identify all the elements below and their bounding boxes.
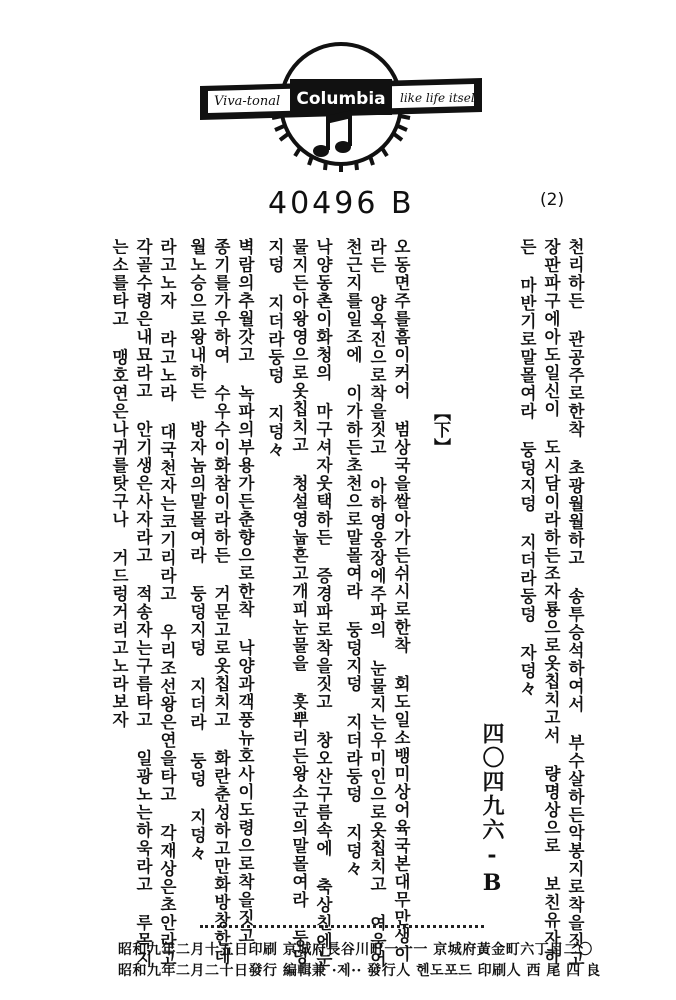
lyric-line: 라든 양옥진으로착을짓고 아하영웅장에주파의 눈물지는우미인으로옷칩치고 여웅어 bbox=[367, 238, 387, 968]
lyric-line: 장판파구에아도일신이 도시담이라하든조자룡으로옷칩치고서 량명상으로 보친유자하 bbox=[541, 238, 561, 966]
svg-text:Viva-tonal: Viva-tonal bbox=[214, 94, 281, 109]
lyric-line: 낙양동촌이화청의 마구셔자웃택하든 증경파로착을짓고 창오산구름속에 축상친에눈 bbox=[313, 238, 333, 968]
lyric-line: 오동면주를흠이커어 범상국을쌀아가든쉬시로한착 회도일소뱅미상어육국본대무만생이 bbox=[391, 238, 411, 963]
colophon-line: 昭和九年二月十五日印刷 京城府長谷川町一一一 京城府黃金町六丁目二〇 bbox=[118, 942, 593, 958]
divider bbox=[200, 925, 484, 928]
lyric-line: 월노승으로왕내하든 방자놈의말몰여라 둥덩지덩 지더라 둥덩 지덩々 bbox=[187, 238, 207, 863]
lyric-line: 지덩 지더라둥덩 지덩々 bbox=[265, 238, 285, 459]
lyric-line: 종기를가우하여 수우수이화참이라하든 거문고로옷칩치고 화란춘성하고만화방창한데 bbox=[211, 238, 231, 966]
lyric-line: 라고노자 라고노라 대국천자는코기리라고 우리조선왕은연을타고 각재상은초안라고 bbox=[157, 238, 177, 968]
side-number: (2) bbox=[540, 190, 565, 210]
lyric-line: 각골수령은내묘라고 안기생은사자라고 적송자는구름타고 일광노는하욱라고 루목지 bbox=[133, 238, 153, 968]
vertical-catalog-number: 四〇四九六-B bbox=[479, 722, 505, 898]
lyric-line: 벽람의추월갓고 녹파의부용가든춘향으로한착 낙양과객풍뉴호사이도령으로착을짓고 bbox=[235, 238, 255, 945]
catalog-number: 40496 B bbox=[268, 186, 415, 221]
columbia-logo bbox=[196, 22, 486, 172]
lyric-line: 천근지를일조에 이가하든초천으로말몰여라 둥덩지덩 지더라둥덩 지덩々 bbox=[343, 238, 363, 878]
svg-text:like life itself: like life itself bbox=[400, 91, 480, 105]
lyric-line: 천리하든 관공주로한착 초광월월하고 송투승석하여서 부수살하든악봉지로착을짓고 bbox=[565, 238, 585, 968]
lyric-line: 든 마반기로말몰여라 둥덩지덩 지더라둥덩 자덩々 bbox=[517, 238, 537, 698]
colophon-line: 昭和九年二月二十日發行 編輯兼 ·제·· 發行人 헨도포드 印刷人 西 尾 四 良 bbox=[118, 963, 601, 979]
lyric-line: 는소를타고 맹호연은나귀를탓구나 거드렁거리고노라보자 bbox=[109, 238, 129, 729]
lyric-line: 물지든아왕영으로옷칩치고 청설영눕흔고개피눈물을 흣뿌리든왕소군의말몰여라 둥덩 bbox=[289, 238, 309, 966]
part-marker: 【下】 bbox=[430, 404, 450, 455]
svg-text:Columbia: Columbia bbox=[296, 89, 386, 109]
